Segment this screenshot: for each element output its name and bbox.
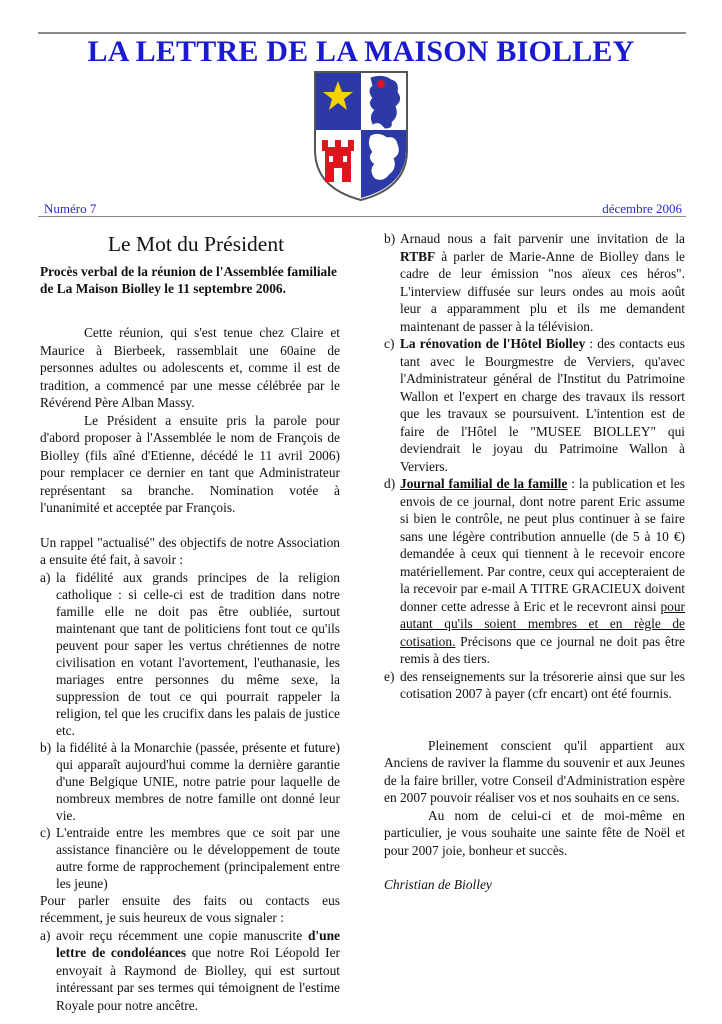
top-rule	[38, 32, 686, 34]
list-item: b) Arnaud nous a fait parvenir une invitation de la RTBF à parler de Marie-Anne de Biolley dans le cadre de leur émission "nos aïeux ces héros". L'interview diffusée sur leurs ondes au mois août leur a apparamment plu et ils me demandent maintenant de passer à la télévision.	[384, 231, 685, 334]
signature: Christian de Biolley	[384, 877, 492, 892]
newsletter-title: LA LETTRE DE LA MAISON BIOLLEY	[87, 35, 635, 68]
issue-date: décembre 2006	[602, 201, 682, 216]
column-left	[40, 232, 340, 1014]
membership-condition: pour autant qu'ils soient membres et en règle de cotisation.	[400, 598, 685, 649]
list-item: a) la fidélité aux grands principes de la religion catholique : si celle-ci est de tradition dans notre famille elle ne doit pas être oubliée, surtout maintenant que tant de politiciens font tout ce qu'ils peuvent pour saper les vertus chrétiennes de notre civilisation en votant l'avortement, l'euthanasie, les mariages entre personnes du même sexe, la suppression de tout ce qui pourrait rappeler la religion, tel que les crucifix dans les palais de justice etc.	[40, 569, 340, 738]
column-right	[384, 230, 685, 894]
list-item: e) des renseignements sur la trésorerie ainsi que sur les cotisation 2007 à payer (cfr encart) ont été fournis.	[384, 668, 685, 701]
paragraph-meeting: Cette réunion, qui s'est tenue chez Claire et Maurice à Bierbeek, rassemblait une 60aine de personnes adultes ou adolescents et, comme il est de tradition, a commencé par une messe célébrée par le Révérend Père Alban Massy.	[40, 325, 340, 410]
facts-list	[40, 927, 340, 1015]
list-item: a) avoir reçu récemment une copie manuscrite d'une lettre de condoléances que notre Roi Léopold Ier envoyait à Raymond de Biolley, qui est surtout intéressant par ses termes qui témoignent de l'estime Royale pour notre ancêtre.	[40, 927, 340, 1013]
header-rule	[38, 216, 686, 217]
hotel-renovation-label: La rénovation de l'Hôtel Biolley	[400, 336, 586, 351]
facts-list-continued	[384, 230, 685, 703]
list-item: c) La rénovation de l'Hôtel Biolley : des contacts eus tant avec le Bourgmestre de Verviers, qu'avec l'Administrateur général de l'Institut du Patrimoine Wallon et l'expert en charge des travaux ils ressort que les travaux se poursuivent. L'intention est de faire de l'Hôtel le "MUSEE BIOLLEY" qui deviendrait le joyau du Patrimoine Wallon à Verviers.	[384, 336, 685, 474]
journal-label: Journal familial de la famille	[400, 476, 568, 491]
rtbf-label: RTBF	[400, 248, 436, 264]
issue-number: Numéro 7	[44, 201, 97, 216]
list-item: c) L'entraide entre les membres que ce soit par une assistance financière ou le développement de toute autre forme de rapprochement (principalement entre les jeune)	[40, 824, 340, 891]
paragraph-closing: Pleinement conscient qu'il appartient aux Anciens de raviver la flamme du souvenir et aux Jeunes de la faire briller, votre Conseil d'Administration espère en 2007 pouvoir réaliser vos et nos souhaits en ce sens.	[384, 737, 685, 805]
letter-condolences-label: d'une lettre de condoléances	[56, 927, 340, 960]
objectives-list	[40, 569, 340, 892]
paragraph-wishes: Au nom de celui-ci et de moi-même en particulier, je vous souhaite une sainte fête de Noël et pour 2007 joie, bonheur et succès.	[384, 807, 685, 858]
paragraph-objectives-intro: Un rappel "actualisé" des objectifs de notre Association a ensuite été fait, à savoir :	[40, 534, 340, 567]
list-item: d) Journal familial de la famille : la publication et les envois de ce journal, dont notre parent Eric assume si bien le contrôle, ne peut plus continuer à se faire sans une légère contribution annuelle (de 5 à 10 €) demandée à ceux qui tiennent à le recevoir encore matériellement. Par contre, ceux qui accepteraient de la recevoir par e-mail A TITRE GRACIEUX doivent donner cette adresse à Eric et le recevront ainsi pour autant qu'ils soient membres et en règle de cotisation. Précisons que ce journal ne doit pas être remis à des tiers.	[384, 476, 686, 666]
article-subtitle: Procès verbal de la réunion de l'Assemblée familiale de La Maison Biolley le 11 septembre 2006.	[40, 264, 337, 296]
coat-of-arms	[313, 70, 409, 202]
section-title: Le Mot du Président	[107, 232, 285, 256]
list-item: b) la fidélité à la Monarchie (passée, présente et future) qui apparaît aujourd'hui comme la dernière garantie d'une Belgique UNIE, notre patrie pour laquelle de nombreux membres de notre famille ont donné leur vie.	[40, 739, 340, 823]
paragraph-facts-intro: Pour parler ensuite des faits ou contacts eus récemment, je suis heureux de vous signaler :	[40, 892, 340, 925]
tower-icon	[322, 140, 354, 182]
paragraph-president: Le Président a ensuite pris la parole pour d'abord proposer à l'Assemblée le nom de François de Biolley (fils aîné d'Etienne, décédé le 11 avril 2006) pour remplacer ce dernier en tant que Administrateur représentant sa branche. Nomination votée à l'unanimité et acceptée par François.	[40, 412, 340, 515]
